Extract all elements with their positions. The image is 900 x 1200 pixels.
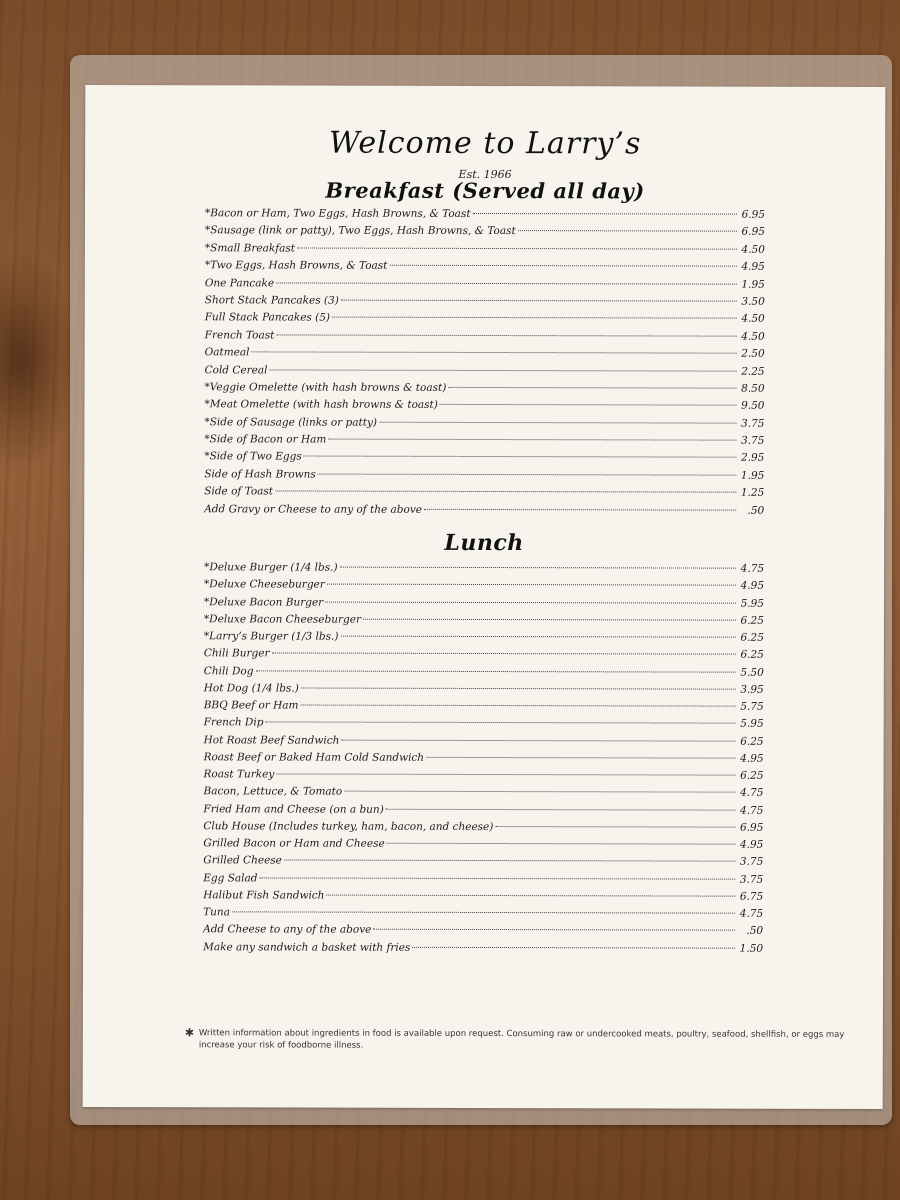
lunch-item [204, 699, 764, 718]
menu-item-price: 5.50 [740, 666, 764, 679]
menu-item-price: 4.50 [741, 330, 765, 343]
lunch-item [203, 889, 763, 908]
dot-leader [341, 739, 735, 741]
breakfast-item [205, 277, 765, 296]
menu-item-price: 4.75 [740, 786, 764, 799]
lunch-item [204, 579, 764, 598]
menu-item-price: 6.25 [740, 769, 764, 782]
menu-item-name: Full Stack Pancakes (5) [204, 311, 331, 324]
menu-item-name: *Two Eggs, Hash Browns, & Toast [204, 259, 388, 272]
lunch-item [204, 768, 764, 787]
menu-item-price: 4.95 [740, 579, 765, 592]
menu-item-name: Roast Turkey [203, 768, 275, 781]
dot-leader [301, 687, 736, 689]
menu-item-name: *Veggie Omelette (with hash browns & toast) [204, 381, 447, 394]
menu-item-name: Tuna [203, 906, 230, 919]
menu-item-name: BBQ Beef or Ham [203, 699, 299, 712]
dot-leader [386, 808, 736, 810]
menu-item-price: 4.50 [741, 243, 765, 256]
menu-item-name: *Meat Omelette (with hash browns & toast) [204, 398, 438, 412]
lunch-item [204, 596, 764, 615]
dot-leader [276, 282, 737, 284]
lunch-item [203, 855, 763, 874]
menu-item-price: 3.95 [740, 683, 764, 696]
menu-item-name: Grilled Bacon or Ham and Cheese [203, 837, 385, 850]
dot-leader [275, 491, 736, 493]
lunch-item [204, 648, 764, 667]
menu-title: Welcome to Larry’s [328, 125, 642, 162]
menu-item-name: French Toast [204, 329, 275, 342]
lunch-item [204, 734, 764, 753]
lunch-item [204, 561, 764, 580]
lunch-item [204, 613, 764, 632]
lunch-item [203, 872, 763, 891]
menu-item-price: 4.95 [741, 260, 765, 273]
menu-item-price: 4.75 [740, 562, 765, 575]
menu-item-name: *Side of Bacon or Ham [204, 433, 327, 446]
menu-item-name: Bacon, Lettuce, & Tomato [203, 785, 343, 798]
breakfast-item [205, 329, 765, 348]
menu-item-name: *Bacon or Ham, Two Eggs, Hash Browns, & Toast [204, 207, 471, 220]
menu-item-name: Cold Cereal [204, 363, 268, 376]
dot-leader [332, 317, 737, 319]
menu-item-price: 3.75 [739, 855, 764, 868]
breakfast-heading: Breakfast (Served all day) [325, 177, 645, 204]
lunch-item [204, 630, 764, 649]
dot-leader [373, 929, 735, 931]
dot-leader [325, 601, 736, 603]
menu-item-name: Side of Toast [204, 485, 274, 498]
dot-leader [426, 757, 736, 759]
menu-item-price: 4.75 [740, 804, 764, 817]
menu-item-name: *Sausage (link or patty), Two Eggs, Hash Browns, & Toast [204, 224, 516, 238]
breakfast-item [204, 433, 764, 452]
menu-item-price: 6.25 [740, 735, 764, 748]
breakfast-item [205, 259, 765, 278]
menu-item-name: *Deluxe Burger (1/4 lbs.) [204, 561, 338, 574]
menu-item-name: *Deluxe Bacon Burger [203, 595, 324, 609]
dot-leader [340, 567, 736, 569]
breakfast-list [204, 207, 765, 521]
menu-item-price: .50 [746, 924, 764, 937]
menu-item-price: 4.50 [741, 313, 765, 326]
menu-item-name: *Side of Two Eggs [204, 450, 302, 463]
lunch-list [203, 561, 764, 959]
lunch-item [203, 924, 763, 943]
dot-leader [252, 352, 737, 354]
menu-item-name: Roast Beef or Baked Ham Cold Sandwich [203, 751, 425, 764]
menu-item-price: 2.25 [741, 365, 765, 378]
breakfast-item [205, 381, 765, 400]
menu-item-name: Club House (Includes turkey, ham, bacon, and cheese) [203, 820, 494, 833]
menu-item-name: *Small Breakfast [204, 242, 295, 255]
menu-item-price: 3.75 [741, 434, 765, 447]
menu-item-name: Side of Hash Browns [204, 468, 316, 481]
breakfast-item [205, 207, 765, 226]
menu-item-name: *Deluxe Cheeseburger [204, 578, 325, 591]
allergen-notice-text: Written information about ingredients in food is available upon request. Consuming raw or undercooked meats, poultry, seafood, shellfish, or eggs may increase your risk of foodborne illness. [198, 1028, 845, 1051]
lunch-item [203, 837, 763, 856]
asterisk-icon: ✱ [184, 1026, 195, 1040]
lunch-item [203, 941, 763, 960]
breakfast-item [204, 468, 764, 487]
dot-leader [269, 369, 736, 371]
menu-item-name: *Deluxe Bacon Cheeseburger [203, 613, 362, 626]
menu-item-name: Halibut Fish Sandwich [203, 889, 325, 902]
dot-leader [341, 300, 737, 302]
dot-leader [363, 618, 736, 620]
lunch-item [204, 717, 764, 736]
menu-item-price: 6.75 [739, 890, 764, 903]
menu-item-price: 3.75 [741, 417, 765, 430]
menu-item-name: Egg Salad [203, 871, 258, 884]
lunch-item [204, 665, 764, 684]
menu-item-price: 6.25 [740, 631, 764, 644]
menu-item-name: Chili Burger [203, 647, 270, 660]
established-year: Est. 1966 [458, 167, 512, 182]
lunch-item [203, 803, 763, 822]
dot-leader [265, 722, 735, 724]
menu-item-price: 8.50 [741, 382, 765, 395]
dot-leader [260, 877, 736, 879]
menu-item-name: Oatmeal [204, 346, 250, 359]
dot-leader [448, 387, 736, 389]
dot-leader [297, 247, 737, 249]
menu-item-name: Fried Ham and Cheese (on a bun) [203, 802, 384, 816]
menu-item-price: 3.50 [741, 295, 765, 308]
menu-item-name: Grilled Cheese [203, 854, 282, 867]
dot-leader [340, 636, 735, 638]
breakfast-item [204, 416, 764, 435]
menu-item-name: Hot Dog (1/4 lbs.) [203, 682, 299, 695]
menu-item-name: Short Stack Pancakes (3) [204, 294, 339, 307]
menu-item-price: 6.95 [741, 208, 766, 221]
dot-leader [255, 670, 735, 672]
allergen-notice [185, 1027, 845, 1053]
dot-leader [328, 439, 736, 441]
menu-item-name: Chili Dog [203, 664, 254, 677]
menu-item-price: 6.25 [740, 648, 764, 661]
menu-item-price: 5.95 [740, 717, 764, 730]
dot-leader [326, 894, 735, 896]
menu-item-price: 2.95 [740, 452, 765, 465]
dot-leader [440, 404, 737, 406]
dot-leader [232, 911, 735, 913]
dot-leader [412, 946, 735, 948]
menu-item-price: 1.95 [740, 469, 765, 482]
dot-leader [327, 584, 736, 586]
menu-item-price: 6.95 [741, 226, 765, 239]
breakfast-item [204, 503, 764, 522]
menu-item-price: 4.75 [739, 907, 764, 920]
menu-item-price: 1.95 [741, 278, 765, 291]
breakfast-item [205, 364, 765, 383]
menu-item-price: 6.95 [739, 821, 764, 834]
wood-knot [0, 250, 80, 470]
menu-item-price: 4.95 [740, 752, 764, 765]
breakfast-item [204, 451, 764, 470]
breakfast-item [205, 346, 765, 365]
dot-leader [301, 705, 736, 707]
dot-leader [318, 473, 737, 475]
menu-item-price: 3.75 [739, 873, 764, 886]
menu-item-price: .50 [747, 504, 765, 517]
breakfast-item [205, 242, 765, 261]
lunch-item [204, 751, 764, 770]
menu-item-price: 2.50 [741, 347, 765, 360]
menu-item-price: 6.25 [740, 614, 764, 627]
menu-item-price: 4.95 [739, 838, 764, 851]
dot-leader [387, 843, 736, 845]
menu-item-price: 9.50 [741, 399, 765, 413]
dot-leader [304, 456, 737, 458]
menu-item-name: French Dip [203, 716, 264, 729]
menu-item-price: 1.25 [740, 486, 765, 499]
breakfast-item [205, 225, 765, 244]
lunch-item [204, 682, 764, 701]
lunch-item [203, 820, 763, 839]
breakfast-item [205, 312, 765, 331]
lunch-item [203, 906, 763, 925]
breakfast-item [204, 486, 764, 505]
menu-item-name: Add Gravy or Cheese to any of the above [204, 502, 423, 516]
menu-item-price: 5.75 [740, 700, 764, 713]
menu-item-name: Add Cheese to any of the above [203, 923, 372, 936]
menu-item-name: Hot Roast Beef Sandwich [203, 733, 340, 747]
dot-leader [424, 508, 736, 510]
breakfast-item [205, 294, 765, 313]
menu-item-name: Make any sandwich a basket with fries [203, 940, 411, 954]
dot-leader [473, 213, 737, 215]
dot-leader [379, 421, 736, 423]
menu-item-name: *Side of Sausage (links or patty) [204, 415, 378, 429]
menu-item-name: One Pancake [204, 276, 275, 290]
dot-leader [272, 653, 736, 655]
lunch-item [203, 786, 763, 805]
breakfast-item [204, 399, 764, 418]
menu-item-price: 5.95 [740, 597, 765, 610]
menu-page [83, 85, 886, 1109]
dot-leader [495, 826, 735, 828]
lunch-heading: Lunch [444, 529, 524, 557]
dot-leader [389, 265, 736, 267]
dot-leader [276, 334, 736, 336]
dot-leader [284, 860, 735, 862]
menu-item-name: *Larry’s Burger (1/3 lbs.) [203, 630, 339, 643]
dot-leader [344, 791, 735, 793]
dot-leader [518, 230, 737, 232]
menu-item-price: 1.50 [739, 942, 764, 955]
dot-leader [276, 773, 735, 775]
